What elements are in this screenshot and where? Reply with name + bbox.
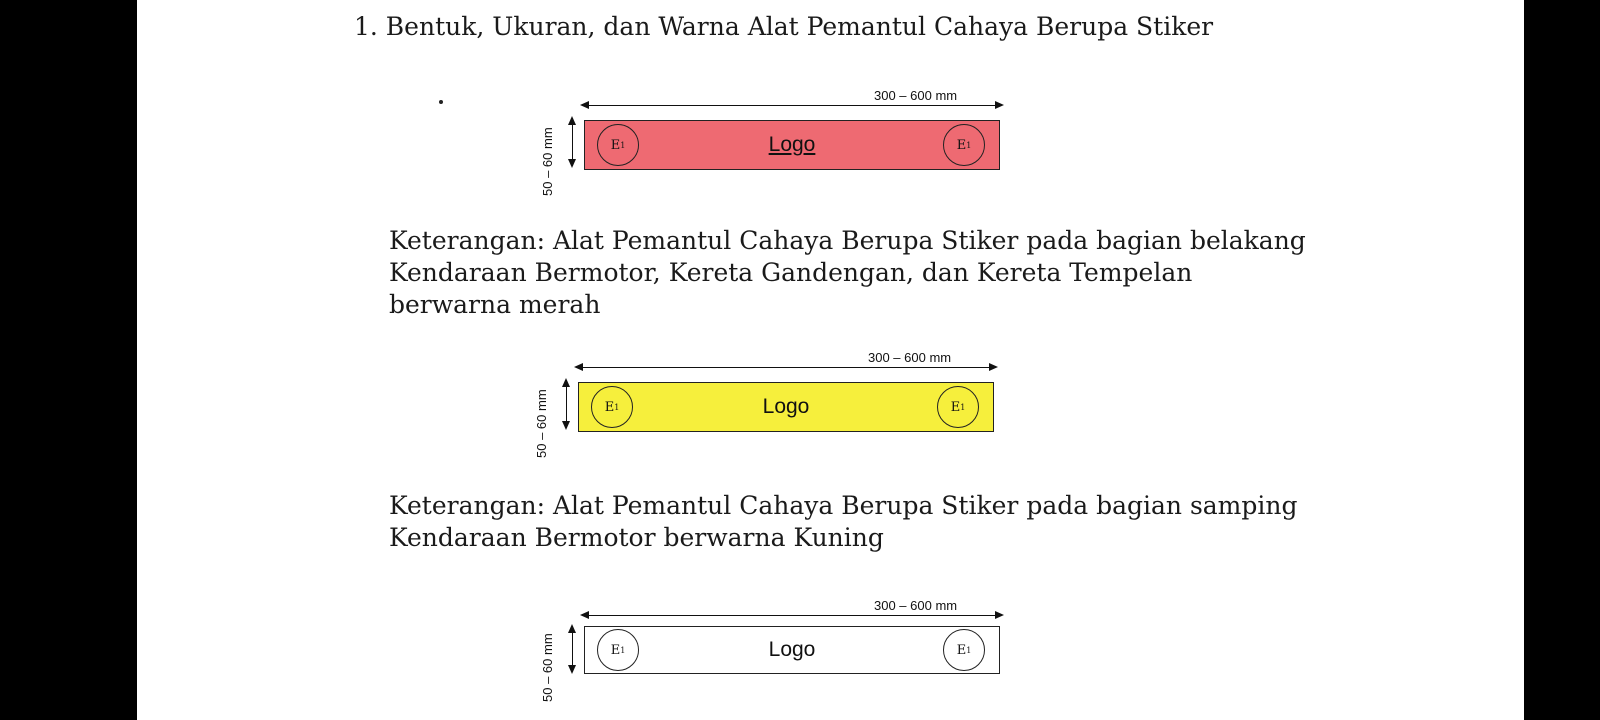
sticker-figure-yellow <box>526 350 1156 460</box>
note-line: Kendaraan Bermotor, Kereta Gandengan, dan Kereta Tempelan <box>389 258 1193 287</box>
circle-label: E <box>610 137 621 153</box>
circle-subscript: 1 <box>620 140 626 150</box>
arrow-up-icon <box>568 624 576 633</box>
note-line: Keterangan: Alat Pemantul Cahaya Berupa Stiker pada bagian samping <box>389 491 1298 520</box>
circle-label: E <box>956 137 967 153</box>
logo-placeholder: Logo <box>768 133 816 156</box>
arrow-right-icon <box>989 363 998 371</box>
width-dimension-line <box>584 105 1000 106</box>
width-dimension-label: 300 – 600 mm <box>874 88 958 103</box>
arrow-down-icon <box>568 159 576 168</box>
height-dimension-label: 50 – 60 mm <box>540 127 555 196</box>
note-line: Keterangan: Alat Pemantul Cahaya Berupa Stiker pada bagian belakang <box>389 226 1306 255</box>
arrow-right-icon <box>995 101 1004 109</box>
circle-label: E <box>950 399 961 415</box>
circle-subscript: 1 <box>966 645 972 655</box>
circle-subscript: 1 <box>966 140 972 150</box>
arrow-left-icon <box>574 363 583 371</box>
arrow-left-icon <box>580 611 589 619</box>
sticker-rectangle <box>584 120 1000 170</box>
note-line: berwarna merah <box>389 290 601 319</box>
sticker-figure-white <box>532 598 1162 708</box>
section-heading: 1. Bentuk, Ukuran, dan Warna Alat Pemantul Cahaya Berupa Stiker <box>354 12 1214 41</box>
sticker-rectangle <box>578 382 994 432</box>
width-dimension-line <box>584 615 1000 616</box>
reflector-e1-right <box>943 124 985 166</box>
arrow-up-icon <box>562 378 570 387</box>
logo-placeholder: Logo <box>768 638 816 661</box>
note-red <box>389 225 1306 321</box>
width-dimension-line <box>578 367 994 368</box>
circle-subscript: 1 <box>960 402 966 412</box>
sticker-rectangle <box>584 626 1000 674</box>
sticker-figure-red <box>532 88 1162 198</box>
circle-label: E <box>956 642 967 658</box>
circle-subscript: 1 <box>614 402 620 412</box>
note-yellow <box>389 490 1297 554</box>
arrow-down-icon <box>562 421 570 430</box>
arrow-down-icon <box>568 665 576 674</box>
height-dimension-label: 50 – 60 mm <box>540 633 555 702</box>
circle-subscript: 1 <box>620 645 626 655</box>
note-line: Kendaraan Bermotor berwarna Kuning <box>389 523 884 552</box>
reflector-e1-right <box>943 629 985 671</box>
width-dimension-label: 300 – 600 mm <box>868 350 952 365</box>
arrow-right-icon <box>995 611 1004 619</box>
arrow-up-icon <box>568 116 576 125</box>
reflector-e1-right <box>937 386 979 428</box>
width-dimension-label: 300 – 600 mm <box>874 598 958 613</box>
circle-label: E <box>610 642 621 658</box>
arrow-left-icon <box>580 101 589 109</box>
bullet-dot <box>439 100 443 104</box>
height-dimension-label: 50 – 60 mm <box>534 389 549 458</box>
circle-label: E <box>604 399 615 415</box>
document-page <box>137 0 1524 720</box>
logo-placeholder: Logo <box>762 395 810 418</box>
